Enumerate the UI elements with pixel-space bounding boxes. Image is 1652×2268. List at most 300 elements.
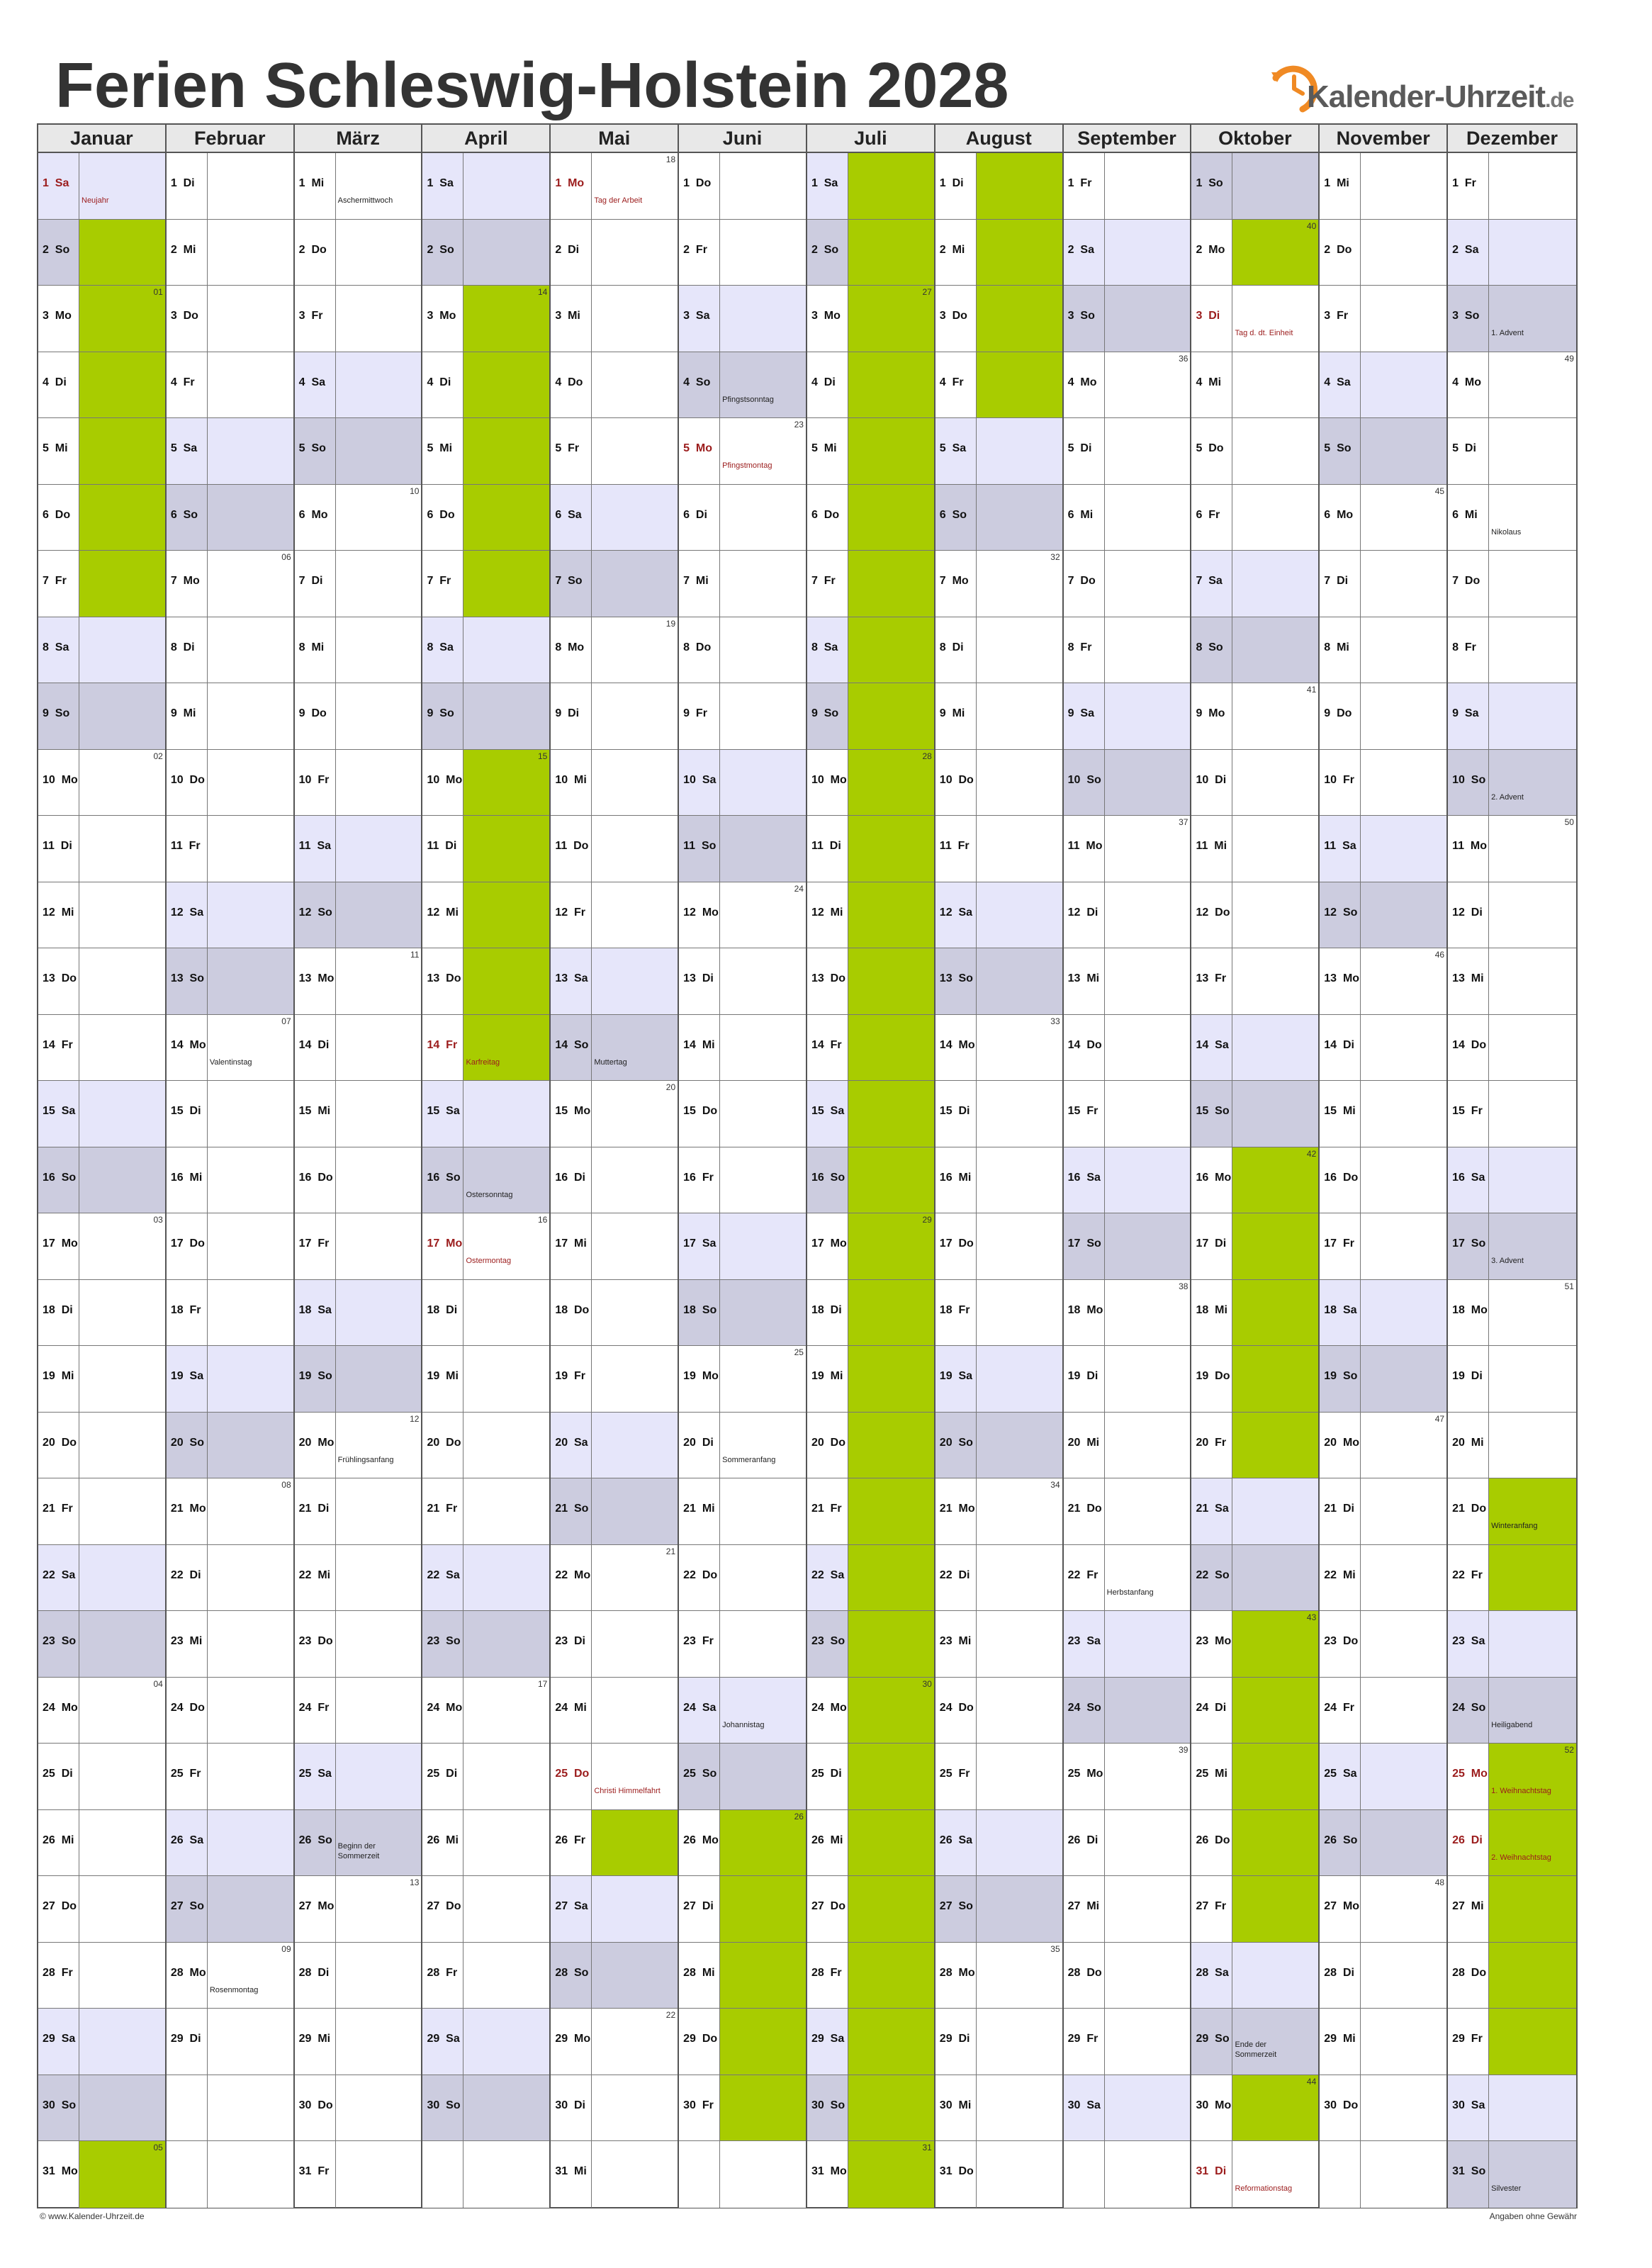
day-cell[interactable] (295, 1081, 422, 1147)
day-cell[interactable] (935, 1280, 1062, 1347)
day-cell[interactable] (1064, 1943, 1191, 2009)
day-cell[interactable] (807, 683, 934, 750)
day-cell[interactable] (679, 220, 806, 286)
day-cell[interactable] (295, 1213, 422, 1280)
day-cell[interactable] (679, 1280, 806, 1347)
day-cell[interactable] (807, 1478, 934, 1545)
day-cell[interactable] (1320, 1081, 1446, 1147)
day-cell[interactable] (935, 2075, 1062, 2142)
day-cell[interactable] (1448, 1943, 1576, 2009)
day-cell[interactable] (935, 1943, 1062, 2009)
day-cell[interactable] (935, 1545, 1062, 1612)
day-cell[interactable] (295, 2075, 422, 2142)
day-cell[interactable] (1191, 220, 1318, 286)
day-cell[interactable] (295, 683, 422, 750)
day-cell[interactable] (1064, 1213, 1191, 1280)
day-cell[interactable] (38, 1478, 165, 1545)
day-cell[interactable] (1448, 1280, 1576, 1347)
day-cell[interactable] (1064, 1015, 1191, 1082)
day-cell[interactable] (167, 816, 293, 882)
day-cell[interactable] (38, 1678, 165, 1744)
day-cell[interactable] (807, 816, 934, 882)
day-cell[interactable] (935, 2009, 1062, 2075)
day-cell[interactable] (167, 1478, 293, 1545)
day-cell[interactable] (935, 220, 1062, 286)
day-cell[interactable] (1064, 1346, 1191, 1413)
day-cell[interactable] (935, 1810, 1062, 1877)
day-cell[interactable] (167, 1147, 293, 1214)
day-cell[interactable] (935, 1611, 1062, 1678)
day-cell[interactable] (807, 882, 934, 949)
day-cell[interactable] (422, 551, 549, 617)
day-cell[interactable] (935, 2141, 1062, 2208)
day-cell[interactable] (1320, 220, 1446, 286)
day-cell[interactable] (422, 1280, 549, 1347)
day-cell[interactable] (679, 1413, 806, 1479)
day-cell[interactable] (1448, 1147, 1576, 1214)
day-cell[interactable] (935, 1081, 1062, 1147)
day-cell[interactable] (807, 1876, 934, 1943)
day-cell[interactable] (807, 485, 934, 551)
day-cell[interactable] (1064, 683, 1191, 750)
day-cell[interactable] (1320, 1545, 1446, 1612)
day-cell[interactable] (422, 286, 549, 352)
day-cell[interactable] (807, 153, 934, 220)
day-cell[interactable] (167, 882, 293, 949)
day-cell[interactable] (1191, 683, 1318, 750)
day-cell[interactable] (1064, 220, 1191, 286)
day-cell[interactable] (295, 220, 422, 286)
day-cell[interactable] (935, 882, 1062, 949)
day-cell[interactable] (807, 1611, 934, 1678)
day-cell[interactable] (422, 1876, 549, 1943)
day-cell[interactable] (167, 1081, 293, 1147)
day-cell[interactable] (422, 948, 549, 1015)
day-cell[interactable] (167, 1545, 293, 1612)
day-cell[interactable] (1320, 948, 1446, 1015)
day-cell[interactable] (38, 1147, 165, 1214)
day-cell[interactable] (807, 2141, 934, 2208)
day-cell[interactable] (1064, 1744, 1191, 1810)
day-cell[interactable] (807, 617, 934, 684)
day-cell[interactable] (295, 1015, 422, 1082)
day-cell[interactable] (295, 1346, 422, 1413)
day-cell[interactable] (551, 816, 678, 882)
day-cell[interactable] (1320, 1147, 1446, 1214)
day-cell[interactable] (1191, 1943, 1318, 2009)
day-cell[interactable] (1191, 551, 1318, 617)
day-cell[interactable] (295, 1678, 422, 1744)
day-cell[interactable] (167, 1744, 293, 1810)
day-cell[interactable] (38, 1413, 165, 1479)
day-cell[interactable] (38, 948, 165, 1015)
day-cell[interactable] (679, 1876, 806, 1943)
day-cell[interactable] (1448, 1346, 1576, 1413)
day-cell[interactable] (807, 286, 934, 352)
day-cell[interactable] (38, 882, 165, 949)
day-cell[interactable] (1448, 1678, 1576, 1744)
day-cell[interactable] (1448, 1081, 1576, 1147)
day-cell[interactable] (295, 1744, 422, 1810)
day-cell[interactable] (422, 1810, 549, 1877)
day-cell[interactable] (551, 153, 678, 220)
day-cell[interactable] (551, 683, 678, 750)
day-cell[interactable] (295, 1545, 422, 1612)
day-cell[interactable] (167, 1943, 293, 2009)
day-cell[interactable] (38, 816, 165, 882)
day-cell[interactable] (167, 683, 293, 750)
day-cell[interactable] (295, 2009, 422, 2075)
day-cell[interactable] (295, 1810, 422, 1877)
day-cell[interactable] (38, 2009, 165, 2075)
day-cell[interactable] (1320, 882, 1446, 949)
day-cell[interactable] (679, 2075, 806, 2142)
day-cell[interactable] (422, 1147, 549, 1214)
day-cell[interactable] (1448, 816, 1576, 882)
day-cell[interactable] (679, 1678, 806, 1744)
day-cell[interactable] (1320, 1346, 1446, 1413)
day-cell[interactable] (1448, 352, 1576, 419)
day-cell[interactable] (38, 1213, 165, 1280)
day-cell[interactable] (1191, 1478, 1318, 1545)
day-cell[interactable] (1320, 485, 1446, 551)
day-cell[interactable] (38, 1744, 165, 1810)
day-cell[interactable] (679, 1943, 806, 2009)
day-cell[interactable] (1320, 1413, 1446, 1479)
day-cell[interactable] (167, 750, 293, 816)
day-cell[interactable] (38, 617, 165, 684)
day-cell[interactable] (38, 551, 165, 617)
day-cell[interactable] (679, 882, 806, 949)
day-cell[interactable] (422, 153, 549, 220)
day-cell[interactable] (1320, 1478, 1446, 1545)
day-cell[interactable] (1064, 1678, 1191, 1744)
day-cell[interactable] (935, 485, 1062, 551)
day-cell[interactable] (551, 1413, 678, 1479)
day-cell[interactable] (551, 352, 678, 419)
day-cell[interactable] (1191, 1413, 1318, 1479)
day-cell[interactable] (1320, 1943, 1446, 2009)
day-cell[interactable] (1064, 1810, 1191, 1877)
day-cell[interactable] (807, 352, 934, 419)
day-cell[interactable] (679, 551, 806, 617)
day-cell[interactable] (1064, 2075, 1191, 2142)
day-cell[interactable] (167, 418, 293, 485)
day-cell[interactable] (1191, 1678, 1318, 1744)
day-cell[interactable] (167, 2009, 293, 2075)
day-cell[interactable] (1191, 2075, 1318, 2142)
day-cell[interactable] (1064, 1413, 1191, 1479)
day-cell[interactable] (422, 1081, 549, 1147)
day-cell[interactable] (167, 1015, 293, 1082)
day-cell[interactable] (1320, 750, 1446, 816)
day-cell[interactable] (295, 617, 422, 684)
day-cell[interactable] (1448, 2009, 1576, 2075)
day-cell[interactable] (679, 816, 806, 882)
day-cell[interactable] (295, 816, 422, 882)
day-cell[interactable] (807, 1545, 934, 1612)
day-cell[interactable] (1191, 1280, 1318, 1347)
day-cell[interactable] (1191, 2141, 1318, 2208)
day-cell[interactable] (1320, 1280, 1446, 1347)
day-cell[interactable] (1320, 153, 1446, 220)
day-cell[interactable] (1191, 153, 1318, 220)
day-cell[interactable] (1320, 1015, 1446, 1082)
day-cell[interactable] (1191, 1744, 1318, 1810)
day-cell[interactable] (38, 1545, 165, 1612)
day-cell[interactable] (807, 2075, 934, 2142)
day-cell[interactable] (1320, 418, 1446, 485)
day-cell[interactable] (38, 1943, 165, 2009)
day-cell[interactable] (679, 418, 806, 485)
day-cell[interactable] (38, 1611, 165, 1678)
day-cell[interactable] (679, 1147, 806, 1214)
day-cell[interactable] (935, 948, 1062, 1015)
day-cell[interactable] (1320, 683, 1446, 750)
day-cell[interactable] (1320, 1611, 1446, 1678)
day-cell[interactable] (551, 418, 678, 485)
day-cell[interactable] (551, 1943, 678, 2009)
brand-logo[interactable] (1269, 54, 1574, 125)
day-cell[interactable] (295, 418, 422, 485)
day-cell[interactable] (1448, 1478, 1576, 1545)
day-cell[interactable] (295, 352, 422, 419)
day-cell[interactable] (422, 1413, 549, 1479)
day-cell[interactable] (1064, 882, 1191, 949)
day-cell[interactable] (1064, 750, 1191, 816)
day-cell[interactable] (1064, 286, 1191, 352)
day-cell[interactable] (167, 1810, 293, 1877)
day-cell[interactable] (1064, 551, 1191, 617)
day-cell[interactable] (551, 485, 678, 551)
day-cell[interactable] (422, 2009, 549, 2075)
day-cell[interactable] (551, 551, 678, 617)
day-cell[interactable] (935, 286, 1062, 352)
day-cell[interactable] (422, 485, 549, 551)
day-cell[interactable] (1448, 1413, 1576, 1479)
day-cell[interactable] (935, 1744, 1062, 1810)
day-cell[interactable] (295, 1611, 422, 1678)
day-cell[interactable] (1448, 153, 1576, 220)
day-cell[interactable] (1448, 1876, 1576, 1943)
day-cell[interactable] (295, 485, 422, 551)
day-cell[interactable] (1191, 1545, 1318, 1612)
day-cell[interactable] (1064, 1545, 1191, 1612)
day-cell[interactable] (1448, 2075, 1576, 2142)
day-cell[interactable] (1448, 1744, 1576, 1810)
day-cell[interactable] (1064, 2009, 1191, 2075)
day-cell[interactable] (38, 2141, 165, 2208)
day-cell[interactable] (1191, 1147, 1318, 1214)
day-cell[interactable] (935, 1876, 1062, 1943)
day-cell[interactable] (679, 1081, 806, 1147)
day-cell[interactable] (1320, 551, 1446, 617)
day-cell[interactable] (1448, 750, 1576, 816)
day-cell[interactable] (1064, 485, 1191, 551)
day-cell[interactable] (551, 2075, 678, 2142)
day-cell[interactable] (1320, 286, 1446, 352)
day-cell[interactable] (1448, 220, 1576, 286)
day-cell[interactable] (295, 750, 422, 816)
day-cell[interactable] (551, 1611, 678, 1678)
day-cell[interactable] (1191, 1346, 1318, 1413)
day-cell[interactable] (935, 1678, 1062, 1744)
day-cell[interactable] (1320, 1876, 1446, 1943)
day-cell[interactable] (422, 1545, 549, 1612)
day-cell[interactable] (807, 418, 934, 485)
day-cell[interactable] (551, 1545, 678, 1612)
day-cell[interactable] (1448, 485, 1576, 551)
day-cell[interactable] (422, 1478, 549, 1545)
day-cell[interactable] (1191, 2009, 1318, 2075)
day-cell[interactable] (679, 485, 806, 551)
day-cell[interactable] (1064, 1081, 1191, 1147)
day-cell[interactable] (551, 1147, 678, 1214)
day-cell[interactable] (551, 1213, 678, 1280)
day-cell[interactable] (167, 551, 293, 617)
day-cell[interactable] (679, 617, 806, 684)
day-cell[interactable] (38, 1280, 165, 1347)
day-cell[interactable] (167, 153, 293, 220)
day-cell[interactable] (807, 1744, 934, 1810)
day-cell[interactable] (551, 617, 678, 684)
day-cell[interactable] (1064, 418, 1191, 485)
day-cell[interactable] (551, 1280, 678, 1347)
day-cell[interactable] (679, 1611, 806, 1678)
day-cell[interactable] (551, 1678, 678, 1744)
day-cell[interactable] (422, 1943, 549, 2009)
day-cell[interactable] (1191, 1213, 1318, 1280)
day-cell[interactable] (295, 1147, 422, 1214)
day-cell[interactable] (295, 1478, 422, 1545)
day-cell[interactable] (1448, 2141, 1576, 2208)
day-cell[interactable] (1064, 948, 1191, 1015)
day-cell[interactable] (1448, 617, 1576, 684)
day-cell[interactable] (38, 286, 165, 352)
day-cell[interactable] (551, 1478, 678, 1545)
day-cell[interactable] (1320, 1810, 1446, 1877)
day-cell[interactable] (551, 2009, 678, 2075)
day-cell[interactable] (807, 1147, 934, 1214)
day-cell[interactable] (807, 1943, 934, 2009)
day-cell[interactable] (38, 153, 165, 220)
day-cell[interactable] (679, 948, 806, 1015)
day-cell[interactable] (807, 948, 934, 1015)
day-cell[interactable] (1191, 286, 1318, 352)
day-cell[interactable] (1320, 1744, 1446, 1810)
day-cell[interactable] (807, 1081, 934, 1147)
day-cell[interactable] (1191, 1810, 1318, 1877)
day-cell[interactable] (167, 286, 293, 352)
day-cell[interactable] (422, 1213, 549, 1280)
day-cell[interactable] (422, 1015, 549, 1082)
day-cell[interactable] (679, 286, 806, 352)
day-cell[interactable] (1320, 352, 1446, 419)
day-cell[interactable] (935, 352, 1062, 419)
day-cell[interactable] (935, 153, 1062, 220)
day-cell[interactable] (807, 1213, 934, 1280)
day-cell[interactable] (1448, 948, 1576, 1015)
day-cell[interactable] (422, 418, 549, 485)
day-cell[interactable] (935, 551, 1062, 617)
day-cell[interactable] (167, 1346, 293, 1413)
day-cell[interactable] (422, 1744, 549, 1810)
day-cell[interactable] (679, 1015, 806, 1082)
day-cell[interactable] (551, 1015, 678, 1082)
day-cell[interactable] (1448, 1810, 1576, 1877)
day-cell[interactable] (1448, 1015, 1576, 1082)
day-cell[interactable] (422, 683, 549, 750)
day-cell[interactable] (167, 1876, 293, 1943)
day-cell[interactable] (679, 2009, 806, 2075)
day-cell[interactable] (1448, 418, 1576, 485)
day-cell[interactable] (422, 220, 549, 286)
day-cell[interactable] (935, 418, 1062, 485)
day-cell[interactable] (422, 352, 549, 419)
day-cell[interactable] (1320, 816, 1446, 882)
day-cell[interactable] (551, 1346, 678, 1413)
day-cell[interactable] (551, 220, 678, 286)
day-cell[interactable] (679, 153, 806, 220)
day-cell[interactable] (551, 1810, 678, 1877)
day-cell[interactable] (935, 1213, 1062, 1280)
day-cell[interactable] (679, 1744, 806, 1810)
day-cell[interactable] (38, 1346, 165, 1413)
day-cell[interactable] (1191, 352, 1318, 419)
day-cell[interactable] (1064, 1611, 1191, 1678)
day-cell[interactable] (1064, 1876, 1191, 1943)
day-cell[interactable] (935, 1147, 1062, 1214)
day-cell[interactable] (1064, 153, 1191, 220)
day-cell[interactable] (295, 1943, 422, 2009)
day-cell[interactable] (551, 1876, 678, 1943)
day-cell[interactable] (1448, 1611, 1576, 1678)
day-cell[interactable] (38, 485, 165, 551)
day-cell[interactable] (38, 750, 165, 816)
day-cell[interactable] (422, 882, 549, 949)
day-cell[interactable] (807, 1413, 934, 1479)
day-cell[interactable] (935, 683, 1062, 750)
day-cell[interactable] (1064, 816, 1191, 882)
day-cell[interactable] (1448, 1213, 1576, 1280)
day-cell[interactable] (295, 551, 422, 617)
day-cell[interactable] (38, 2075, 165, 2142)
day-cell[interactable] (679, 1810, 806, 1877)
day-cell[interactable] (1320, 1678, 1446, 1744)
day-cell[interactable] (38, 352, 165, 419)
day-cell[interactable] (422, 1678, 549, 1744)
day-cell[interactable] (935, 1478, 1062, 1545)
day-cell[interactable] (679, 352, 806, 419)
day-cell[interactable] (38, 1810, 165, 1877)
day-cell[interactable] (422, 617, 549, 684)
day-cell[interactable] (1191, 617, 1318, 684)
day-cell[interactable] (167, 1678, 293, 1744)
day-cell[interactable] (679, 1478, 806, 1545)
day-cell[interactable] (1191, 485, 1318, 551)
day-cell[interactable] (38, 418, 165, 485)
day-cell[interactable] (935, 1015, 1062, 1082)
day-cell[interactable] (935, 617, 1062, 684)
day-cell[interactable] (1320, 2075, 1446, 2142)
day-cell[interactable] (807, 1810, 934, 1877)
day-cell[interactable] (422, 2075, 549, 2142)
day-cell[interactable] (1448, 1545, 1576, 1612)
day-cell[interactable] (167, 1611, 293, 1678)
day-cell[interactable] (551, 948, 678, 1015)
day-cell[interactable] (295, 948, 422, 1015)
day-cell[interactable] (1320, 1213, 1446, 1280)
